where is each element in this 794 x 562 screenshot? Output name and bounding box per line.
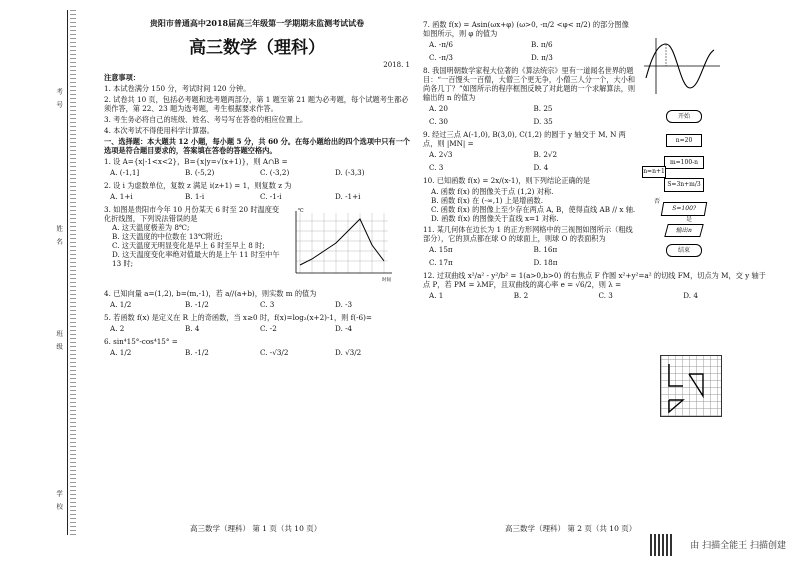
question-2-options [110, 192, 410, 201]
option: A. 20 [429, 104, 448, 113]
question-3 [104, 205, 410, 287]
option: D. -1+i [335, 192, 361, 201]
option: C. 30 [429, 117, 448, 126]
flow-yes: 是 [686, 216, 693, 223]
option: C. 这天温度无明显变化是早上 6 时至早上 8 时; [112, 241, 265, 250]
option: A. 1 [429, 291, 444, 300]
page-2-footer: 高三数学（理科） 第 2 页（共 10 页） [505, 524, 637, 533]
question-8-stem: 8. 我国明朝数学家程大位著的《算法统宗》里有一道闻名世界的题目：“一百馒头一百僧，大僧三个更无争，小僧三人分一个，大小和尚各几丁？”如图所示的程序框图反映了对此题的一个求解算法，则输出的 n 的值为 [423, 66, 636, 102]
option: A. 2√3 [429, 150, 453, 159]
question-12-options [429, 291, 768, 300]
label-exam-number: 考 号 [55, 88, 64, 110]
page-1 [104, 18, 410, 361]
question-6-options [110, 348, 410, 357]
question-7 [423, 20, 633, 62]
question-3-stem: 3. 如图是贵阳市今年 10 月份某天 6 时至 20 时温度变化折线图，下列说法错误的是 [104, 205, 280, 223]
option: A. 2 [110, 324, 125, 333]
question-8 [423, 66, 638, 126]
x-unit: 时间 [382, 278, 391, 283]
note-item: 1. 本试卷满分 150 分，考试时间 120 分钟。 [104, 84, 251, 93]
option: A. 15π [429, 245, 453, 254]
question-10-stem: 10. 已知函数 f(x) = 2x/(x-1)，则下列结论正确的是 [423, 176, 591, 185]
note-item: 2. 试卷共 10 页，包括必考题和选考题两部分，第 1 题至第 21 题为必考题，每个试题考生都必须作答，第 22、23 题为选考题，考生根据要求作答。 [104, 95, 409, 113]
question-9-options-row [429, 150, 638, 159]
option: D. -4 [335, 324, 353, 333]
question-5-stem: 5. 若函数 f(x) 是定义在 R 上的奇函数，当 x≥0 时，f(x)=log₂(x+2)-1，则 f(-6)= [104, 313, 372, 322]
qr-code-icon [650, 534, 672, 556]
option: C. -1-i [260, 192, 282, 201]
question-11-options-row [429, 245, 638, 254]
question-11-stem: 11. 某几何体在边长为 1 的正方形网格中的三视图如图所示（粗线部分），它的顶点都在球 O 的球面上，则球 O 的表面积为 [423, 225, 633, 243]
question-3-options [112, 223, 290, 268]
option: D. 函数 f(x) 的图像关于直线 x=1 对称. [431, 214, 559, 223]
three-view-grid [660, 355, 722, 417]
binding-line [67, 10, 68, 535]
binding-margin [0, 0, 80, 562]
label-school: 学 校 [55, 490, 64, 512]
flow-output: 输出n [664, 224, 703, 237]
option: A. 1/2 [110, 300, 132, 309]
option: A. 函数 f(x) 的图像关于点 (1,2) 对称. [431, 187, 554, 196]
flow-end: 结束 [666, 244, 702, 257]
flow-cond: S=100? [661, 202, 707, 216]
temperature-chart [288, 205, 398, 283]
option: C. 17π [429, 258, 453, 267]
option: C. -2 [260, 324, 277, 333]
option: B. -1/2 [185, 300, 209, 309]
question-9-stem: 9. 经过三点 A(-1,0), B(3,0), C(1,2) 的圆于 y 轴交于 M, N 两点，则 |MN| = [423, 130, 626, 148]
notes-heading: 注意事项： [104, 73, 140, 82]
question-9-options-row [429, 163, 638, 172]
option: D. 35 [533, 117, 553, 126]
option: B. 2√2 [533, 150, 558, 159]
option: A. 1+i [110, 192, 133, 201]
section-heading: 一、选择题：本大题共 12 小题，每小题 5 分，共 60 分。在每小题给出的四个选项中只有一个选项是符合题目要求的，答案填在答卷的答题空格内。 [104, 137, 410, 155]
option: C. 3 [429, 163, 444, 172]
question-9 [423, 130, 638, 172]
question-1-options [110, 168, 410, 177]
option: B. 这天温度的中位数在 13℃附近; [112, 232, 223, 241]
option: D. 4 [683, 291, 698, 300]
option: D. (-3,3) [335, 168, 365, 177]
question-7-options-row [429, 53, 633, 62]
flow-s-calc: S=3n+m/3 [664, 178, 704, 192]
flow-init: n=20 [666, 134, 702, 147]
option: B. π/6 [531, 40, 553, 49]
option: D. π/3 [531, 53, 553, 62]
scanner-watermark: 由 扫描全能王 扫描创建 [690, 540, 786, 551]
option: B. -1/2 [185, 348, 209, 357]
exam-title: 贵阳市普通高中2018届高三年级第一学期期末监测考试试卷 [149, 18, 365, 28]
option: D. -3 [335, 300, 353, 309]
option: A. -π/6 [429, 40, 453, 49]
flow-no: 否 [654, 198, 661, 205]
sine-graph [642, 36, 722, 96]
question-11-options-row [429, 258, 638, 267]
note-item: 3. 考生务必将自己的班级、姓名、考号写在答卷的相应位置上。 [104, 115, 308, 124]
option: A. 1/2 [110, 348, 132, 357]
option: C. (-3,2) [260, 168, 290, 177]
y-unit: ℃ [298, 208, 304, 214]
option: A. (-1,1] [110, 168, 140, 177]
question-5-options [110, 324, 410, 333]
label-class: 班 级 [55, 330, 64, 352]
option: C. -√3/2 [260, 348, 289, 357]
question-11 [423, 225, 638, 267]
question-8-options-row [429, 117, 638, 126]
option: D. √3/2 [335, 348, 362, 357]
option: B. 4 [185, 324, 200, 333]
option: B. (-5,2) [185, 168, 215, 177]
note-item: 4. 本次考试不得使用科学计算器。 [104, 126, 214, 135]
exam-date: 2018. 1 [383, 61, 410, 70]
question-2-stem: 2. 设 i 为虚数单位，复数 z 满足 i(z+1) = 1，则复数 z 为 [104, 181, 292, 190]
question-8-options-row [429, 104, 638, 113]
flow-start: 开始 [666, 110, 702, 123]
option: C. 函数 f(x) 的图像上至少存在两点 A, B，使得直线 AB // x 轴. [431, 205, 636, 214]
question-4-options [110, 300, 410, 309]
question-1-stem: 1. 设 A={x|-1<x<2}，B={x|y=√(x+1)}，则 A∩B = [104, 157, 288, 166]
option: B. 函数 f(x) 在 (-∞,1) 上是增函数. [431, 196, 543, 205]
option: C. -π/3 [429, 53, 453, 62]
question-12-stem: 12. 过双曲线 x²/a² - y²/b² = 1(a>0,b>0) 的右焦点 F 作圆 x²+y²=a² 的切线 FM，切点为 M，交 y 轴于点 P，若 PM = λMF，且双曲线的离心率 e = √6/2，则 λ = [423, 271, 766, 289]
flowchart [643, 110, 768, 260]
option: D. 这天温度变化率绝对值最大的是上午 11 时至中午 13 时; [112, 250, 280, 268]
question-7-options-row [429, 40, 633, 49]
question-6-stem: 6. sin⁴15°-cos⁴15° = [104, 337, 178, 346]
question-7-stem: 7. 函数 f(x) = Asin(ωx+φ) (ω>0, -π/2 <φ< π/2) 的部分图像如图所示，则 φ 的值为 [423, 20, 629, 38]
label-name: 姓 名 [55, 225, 64, 247]
option: B. 16π [533, 245, 558, 254]
flow-loop: n=n+1 [642, 166, 666, 178]
option: B. 2 [513, 291, 529, 300]
option: B. 25 [533, 104, 553, 113]
option: D. 18π [533, 258, 558, 267]
subject-title: 高三数学（理科） [189, 38, 325, 58]
option: B. 1-i [185, 192, 205, 201]
option: C. 3 [598, 291, 613, 300]
flow-m-calc: m=100-n [664, 156, 704, 169]
binding-hatch [70, 10, 76, 535]
three-view-figure [661, 356, 721, 416]
question-4-stem: 4. 已知向量 a=(1,2), b=(m,-1)，若 a//(a+b)，则实数 m 的值为 [104, 289, 317, 298]
page-1-footer: 高三数学（理科） 第 1 页（共 10 页） [190, 524, 322, 533]
option: C. 3 [260, 300, 275, 309]
option: A. 这天温度极差为 8℃; [112, 223, 190, 232]
temperature-line [300, 219, 384, 265]
option: D. 4 [533, 163, 549, 172]
